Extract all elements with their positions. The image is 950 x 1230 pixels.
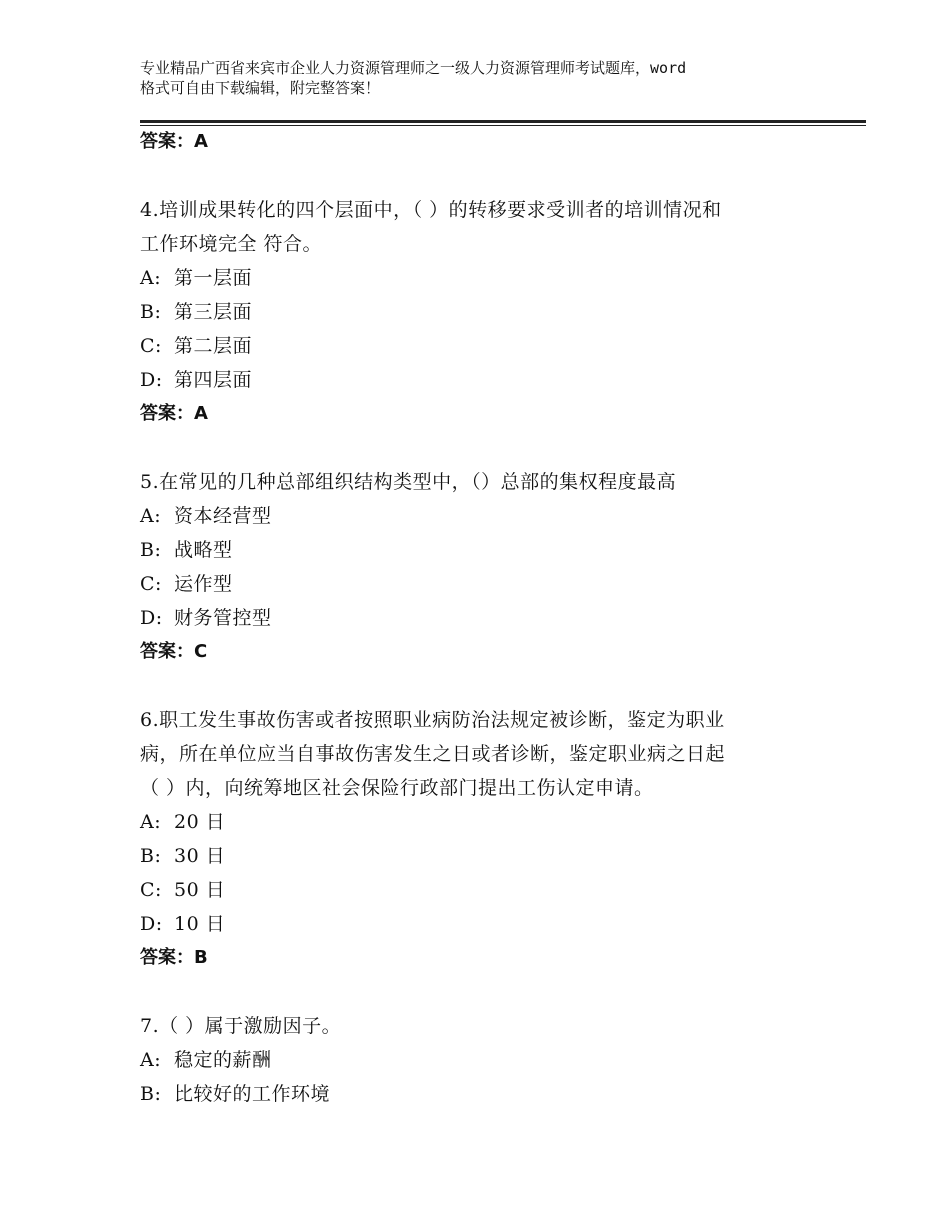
option-a [140, 1043, 840, 1077]
option-d [140, 907, 840, 941]
option-text: 50 日 [174, 879, 226, 901]
document-header [140, 58, 840, 98]
option-b [140, 533, 840, 567]
header-line-2: 格式可自由下载编辑，附完整答案！ [140, 79, 381, 97]
option-text: 30 日 [174, 845, 226, 867]
answer-line: 答案：A [140, 131, 208, 152]
option-letter: A: [140, 267, 162, 289]
option-letter: B: [140, 845, 162, 867]
option-letter: C: [140, 335, 162, 357]
option-text: 第三层面 [174, 301, 253, 323]
question-list [140, 125, 840, 1111]
option-text: 第四层面 [174, 369, 253, 391]
question-stem-line: 6.职工发生事故伤害或者按照职业病防治法规定被诊断，鉴定为职业 [140, 709, 725, 731]
answer-line: 答案：C [140, 641, 208, 662]
option-letter: A: [140, 1049, 162, 1071]
option-text: 战略型 [174, 539, 233, 561]
option-text: 稳定的薪酬 [174, 1049, 272, 1071]
answer-line: 答案：A [140, 403, 208, 424]
option-letter: C: [140, 879, 162, 901]
option-b [140, 295, 840, 329]
question-5 [140, 465, 840, 669]
option-letter: B: [140, 301, 162, 323]
option-letter: A: [140, 505, 162, 527]
option-letter: D: [140, 607, 163, 629]
option-text: 财务管控型 [174, 607, 272, 629]
option-letter: B: [140, 1083, 162, 1105]
option-a [140, 499, 840, 533]
option-c [140, 329, 840, 363]
option-a [140, 805, 840, 839]
option-letter: D: [140, 913, 163, 935]
question-stem-line: （ ）内，向统筹地区社会保险行政部门提出工伤认定申请。 [140, 777, 654, 799]
question-6 [140, 703, 840, 975]
option-letter: B: [140, 539, 162, 561]
option-c [140, 567, 840, 601]
option-d [140, 601, 840, 635]
question-stem-line: 4.培训成果转化的四个层面中，（ ）的转移要求受训者的培训情况和 [140, 199, 722, 221]
option-text: 第一层面 [174, 267, 253, 289]
option-text: 10 日 [174, 913, 226, 935]
option-text: 20 日 [174, 811, 226, 833]
option-d [140, 363, 840, 397]
option-letter: D: [140, 369, 163, 391]
option-text: 运作型 [174, 573, 233, 595]
option-letter: A: [140, 811, 162, 833]
question-stem-line: 工作环境完全 符合。 [140, 233, 323, 255]
option-c [140, 873, 840, 907]
header-rule-thick [140, 120, 866, 123]
question-stem-line: 5.在常见的几种总部组织结构类型中，（）总部的集权程度最高 [140, 471, 677, 493]
option-text: 比较好的工作环境 [174, 1083, 331, 1105]
option-text: 资本经营型 [174, 505, 272, 527]
option-letter: C: [140, 573, 162, 595]
header-line-1: 专业精品广西省来宾市企业人力资源管理师之一级人力资源管理师考试题库，word [140, 59, 687, 77]
option-text: 第二层面 [174, 335, 253, 357]
question-4 [140, 193, 840, 431]
question-7 [140, 1009, 840, 1111]
option-a [140, 261, 840, 295]
option-b [140, 839, 840, 873]
question-stem-line: 病，所在单位应当自事故伤害发生之日或者诊断，鉴定职业病之日起 [140, 743, 726, 765]
option-b [140, 1077, 840, 1111]
answer-line: 答案：B [140, 947, 208, 968]
question-stem-line: 7.（ ）属于激励因子。 [140, 1015, 342, 1037]
